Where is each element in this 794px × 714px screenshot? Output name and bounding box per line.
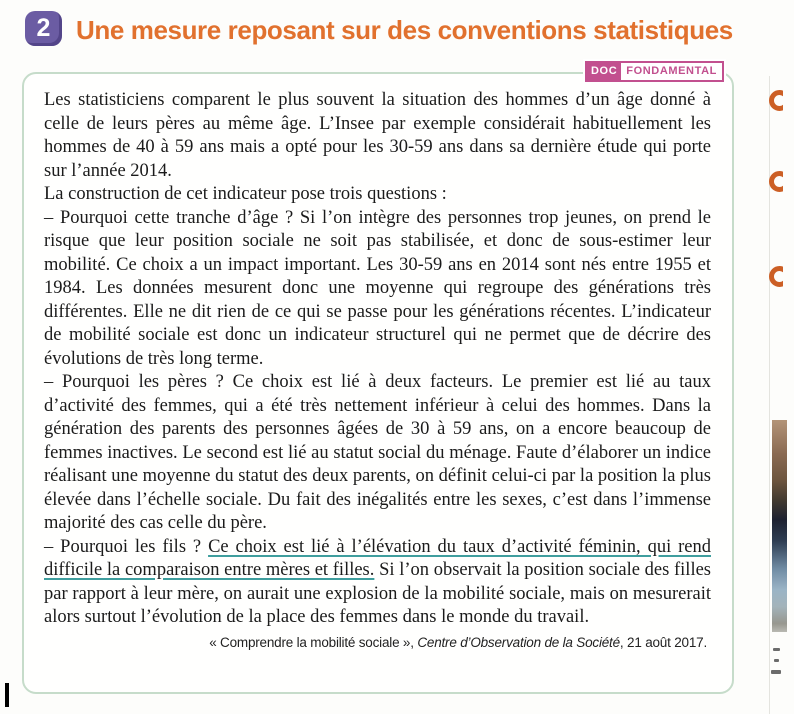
adjacent-text-fragment xyxy=(774,659,779,662)
document-text-box xyxy=(22,72,734,694)
adjacent-text-fragment xyxy=(773,648,780,651)
section-header xyxy=(25,11,733,46)
citation-line xyxy=(44,635,711,650)
underlined-passage: Ce choix est lié à l’élévation du taux d’activité féminin, qui rend difficile la comparaison entre mères et filles. xyxy=(44,536,711,580)
margin-circle-marker-3 xyxy=(769,264,783,290)
paragraph-fils-prefix: – Pourquoi les fils ? xyxy=(44,536,209,557)
margin-circle-marker-1 xyxy=(769,88,783,114)
doc-badge-type-label: FONDAMENTAL xyxy=(621,63,722,80)
doc-badge-doc-label: DOC xyxy=(587,63,621,80)
circle-marker-icon xyxy=(769,90,783,111)
paragraph-question-fils xyxy=(44,536,711,630)
adjacent-page-photo-sliver xyxy=(772,420,787,632)
circle-marker-icon xyxy=(769,171,783,192)
circle-marker-icon xyxy=(769,266,783,287)
citation-source: Centre d’Observation de la Société xyxy=(417,634,620,650)
doc-fondamental-badge xyxy=(585,61,724,82)
margin-circle-marker-2 xyxy=(769,169,783,195)
section-number-badge xyxy=(25,11,62,46)
citation-title: « Comprendre la mobilité sociale », xyxy=(209,634,418,650)
crop-mark xyxy=(5,683,9,707)
adjacent-text-fragment xyxy=(771,670,781,674)
paragraph-intro: Les statisticiens comparent le plus souvent la situation des hommes d’un âge donné à celle de leurs pères au même âge. L’Insee par exemple considérait habituellement les hommes de 40 à 59 ans mais a opté pour les 30-59 ans dans sa dernière étude qui porte sur l’année 2014. xyxy=(44,90,711,181)
citation-date: , 21 août 2017. xyxy=(619,634,707,650)
page-title: Une mesure reposant sur des conventions statistiques xyxy=(76,15,733,45)
section-number: 2 xyxy=(36,14,51,42)
paragraph-fils-suffix: Si l’on observait la position sociale des filles par rapport à leur mère, on aurait une explosion de la mobilité sociale, mais on mesurerait alors surtout l’évolution de la place des femmes dans le monde du travail. xyxy=(44,560,711,627)
paragraph-question-age: – Pourquoi cette tranche d’âge ? Si l’on intègre des personnes trop jeunes, on prend le risque que leur position sociale ne soit pas stabilisée, et donc de sous-estimer leur mobilité. Ce choix a un impact important. Les 30-59 ans en 2014 sont nés entre 1955 et 1984. Les données mesurent donc une moyenne qui regroupe des générations très différentes. Elle ne dit rien de ce qui se passe pour les générations récentes. L’indicateur de mobilité sociale est donc un indicateur structurel qui ne permet que de décrire des évolutions de très long terme. xyxy=(44,207,711,369)
paragraph-questions-lead: La construction de cet indicateur pose trois questions : xyxy=(44,184,447,204)
paragraph-question-peres: – Pourquoi les pères ? Ce choix est lié à deux facteurs. Le premier est lié au taux d’activité des femmes, qui a été très nettement inférieur à celui des hommes. Dans la génération des parents des personnes âgées de 30 à 59 ans, on a encore beaucoup de femmes inactives. Le second est lié au statut social du ménage. Faute d’élaborer un indice réalisant une moyenne du statut des deux parents, on définit celui-ci par la position la plus élevée dans l’échelle sociale. Du fait des inégalités entre les sexes, c’est dans l’immense majorité des cas celle du père. xyxy=(44,372,711,533)
